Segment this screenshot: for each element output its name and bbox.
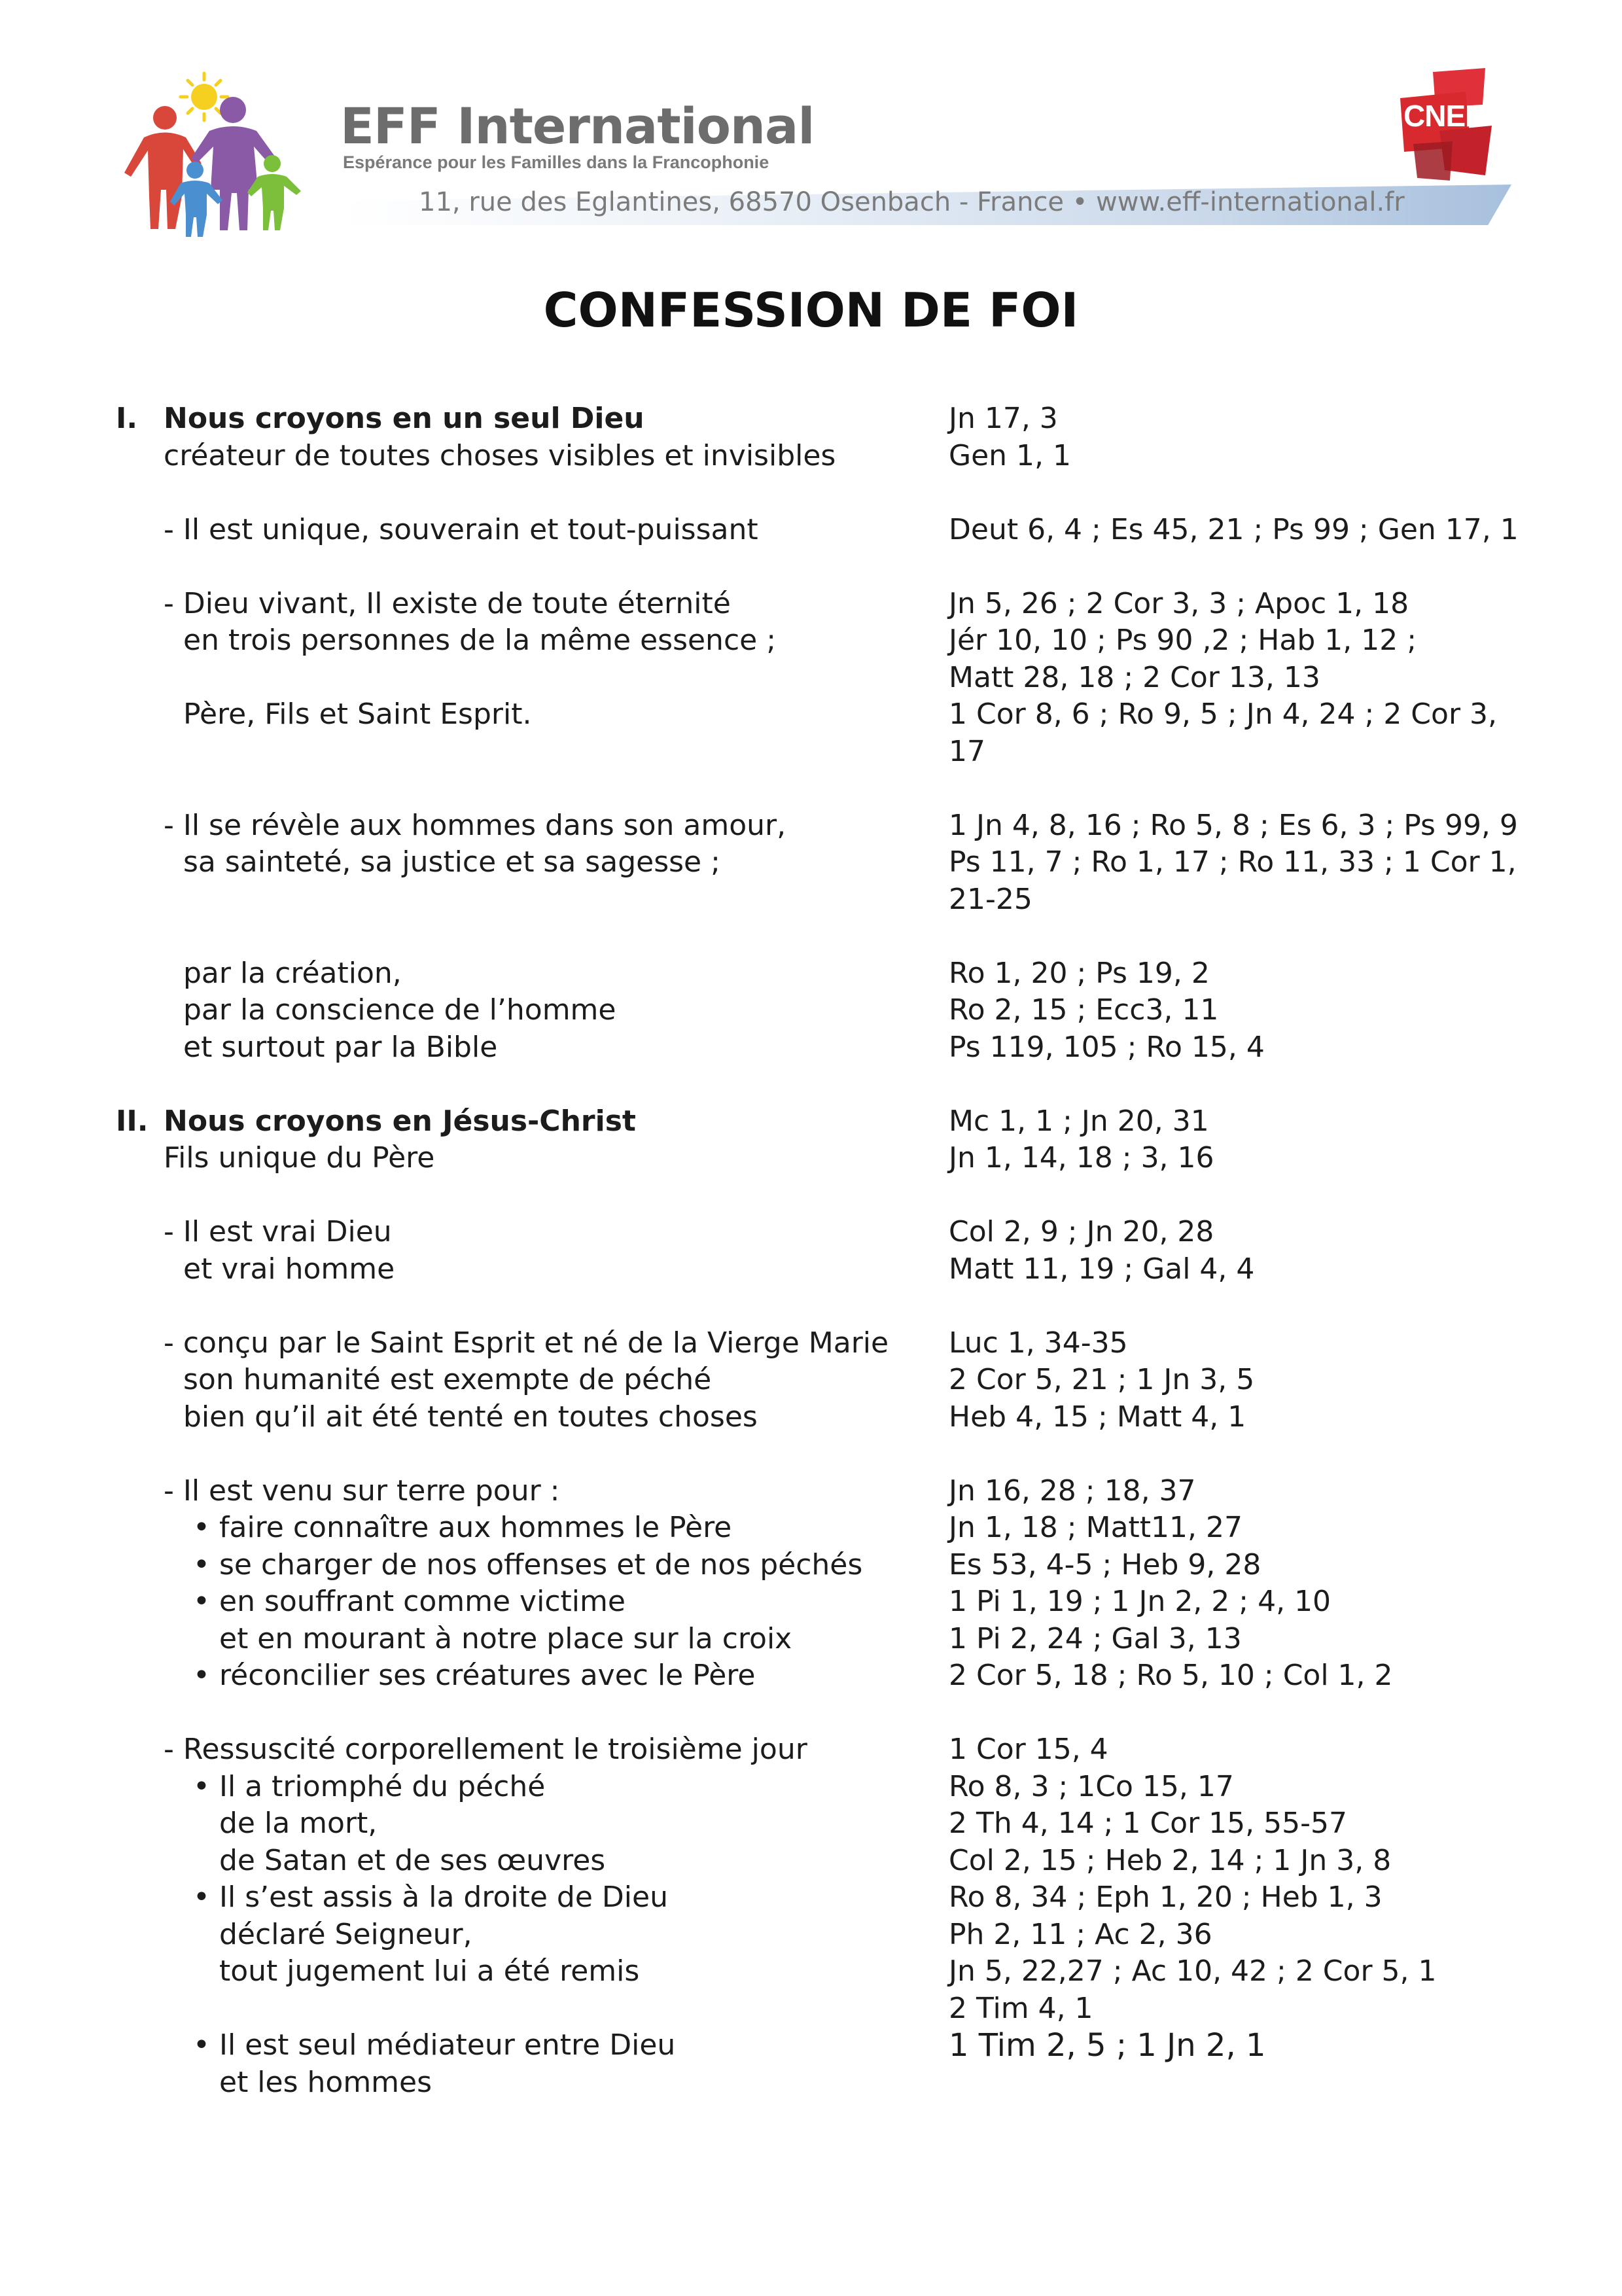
statement-text: bien qu’il ait été tenté en toutes choses <box>183 1400 758 1434</box>
section-1 <box>0 400 1622 1066</box>
confession-row <box>0 622 1622 660</box>
scripture-reference: 1 Cor 15, 4 <box>949 1733 1108 1766</box>
scripture-reference: Col 2, 9 ; Jn 20, 28 <box>949 1215 1214 1248</box>
spacer <box>0 474 1622 512</box>
confession-row <box>0 2064 1622 2102</box>
statement-text: et surtout par la Bible <box>183 1030 498 1064</box>
page-header <box>0 0 1622 262</box>
statement-text: et les hommes <box>219 2065 432 2099</box>
confession-row <box>0 1916 1622 1954</box>
scripture-reference: Heb 4, 15 ; Matt 4, 1 <box>949 1400 1246 1434</box>
confession-row <box>0 512 1622 549</box>
scripture-reference: 17 <box>949 734 985 768</box>
scripture-reference: Jn 5, 22,27 ; Ac 10, 42 ; 2 Cor 5, 1 <box>949 1954 1437 1988</box>
statement-text: de Satan et de ses œuvres <box>219 1843 606 1877</box>
confession-row <box>0 844 1622 881</box>
scripture-reference: Ps 119, 105 ; Ro 15, 4 <box>949 1030 1265 1064</box>
statement-text: - Il est venu sur terre pour : <box>164 1474 560 1508</box>
statement-text: faire connaître aux hommes le Père <box>219 1511 732 1544</box>
confession-row <box>0 400 1622 438</box>
bullet-icon: • <box>193 1769 210 1803</box>
scripture-reference: Ro 8, 3 ; 1Co 15, 17 <box>949 1769 1234 1803</box>
statement-text: et en mourant à notre place sur la croix <box>219 1621 792 1655</box>
confession-row <box>0 1325 1622 1362</box>
section-heading: Nous croyons en Jésus-Christ <box>164 1104 636 1138</box>
scripture-reference: Ph 2, 11 ; Ac 2, 36 <box>949 1917 1212 1951</box>
spacer <box>0 770 1622 807</box>
statement-text: sa sainteté, sa justice et sa sagesse ; <box>183 845 720 879</box>
bullet-icon: • <box>193 1547 210 1581</box>
statement-text: Il a triomphé du péché <box>219 1769 546 1803</box>
statement-text: de la mort, <box>219 1807 378 1840</box>
section-2 <box>0 1103 1622 2102</box>
scripture-reference: Ps 11, 7 ; Ro 1, 17 ; Ro 11, 33 ; 1 Cor 1, <box>949 845 1517 879</box>
confession-row <box>0 1990 1622 2028</box>
confession-row <box>0 733 1622 771</box>
statement-text: Père, Fils et Saint Esprit. <box>183 698 532 731</box>
confession-row <box>0 696 1622 733</box>
scripture-reference: 1 Pi 1, 19 ; 1 Jn 2, 2 ; 4, 10 <box>949 1585 1331 1618</box>
scripture-reference: Deut 6, 4 ; Es 45, 21 ; Ps 99 ; Gen 17, 1 <box>949 512 1519 546</box>
statement-text: par la création, <box>183 956 402 990</box>
org-name: EFF International <box>340 97 815 155</box>
scripture-reference: Mc 1, 1 ; Jn 20, 31 <box>949 1104 1209 1138</box>
confession-row <box>0 1583 1622 1621</box>
confession-row <box>0 1805 1622 1843</box>
statement-text: son humanité est exempte de péché <box>183 1363 712 1396</box>
spacer <box>0 1695 1622 1732</box>
scripture-reference: 2 Tim 4, 1 <box>949 1991 1093 2025</box>
scripture-reference: Matt 11, 19 ; Gal 4, 4 <box>949 1252 1255 1286</box>
spacer <box>0 1436 1622 1473</box>
confession-row <box>0 1473 1622 1510</box>
scripture-reference: Ro 1, 20 ; Ps 19, 2 <box>949 956 1210 990</box>
confession-row <box>0 992 1622 1029</box>
confession-row <box>0 1399 1622 1436</box>
scripture-reference: Jn 17, 3 <box>949 402 1058 435</box>
confession-row <box>0 1843 1622 1880</box>
scripture-reference: Jn 1, 14, 18 ; 3, 16 <box>949 1141 1214 1174</box>
family-logo-icon <box>118 65 314 242</box>
bullet-icon: • <box>193 1659 210 1692</box>
scripture-reference: Col 2, 15 ; Heb 2, 14 ; 1 Jn 3, 8 <box>949 1843 1392 1877</box>
statement-text: créateur de toutes choses visibles et invisibles <box>164 438 836 472</box>
scripture-reference: Jn 5, 26 ; 2 Cor 3, 3 ; Apoc 1, 18 <box>949 586 1409 620</box>
scripture-reference: 2 Cor 5, 21 ; 1 Jn 3, 5 <box>949 1363 1255 1396</box>
scripture-reference: 1 Pi 2, 24 ; Gal 3, 13 <box>949 1621 1242 1655</box>
statement-text: en souffrant comme victime <box>219 1585 626 1618</box>
statement-text: déclaré Seigneur, <box>219 1917 472 1951</box>
org-tagline: Espérance pour les Familles dans la Francophonie <box>343 152 769 172</box>
confession-row <box>0 1140 1622 1177</box>
scripture-reference: 2 Cor 5, 18 ; Ro 5, 10 ; Col 1, 2 <box>949 1659 1393 1692</box>
cnef-logo-text: CNEF <box>1403 99 1483 133</box>
confession-row <box>0 1657 1622 1695</box>
spacer <box>0 1177 1622 1214</box>
bullet-icon: • <box>193 1585 210 1618</box>
spacer <box>0 548 1622 586</box>
statement-text: - Il est vrai Dieu <box>164 1215 392 1248</box>
scripture-reference: 1 Tim 2, 5 ; 1 Jn 2, 1 <box>949 2027 1266 2064</box>
scripture-reference: Ro 2, 15 ; Ecc3, 11 <box>949 993 1219 1027</box>
confession-row <box>0 1214 1622 1251</box>
scripture-reference: 21-25 <box>949 882 1032 916</box>
confession-row <box>0 955 1622 993</box>
statement-text: - Il se révèle aux hommes dans son amour, <box>164 808 786 842</box>
scripture-reference: Jn 16, 28 ; 18, 37 <box>949 1474 1196 1508</box>
scripture-reference: Gen 1, 1 <box>949 438 1071 472</box>
spacer <box>0 1288 1622 1325</box>
scripture-reference: Jn 1, 18 ; Matt11, 27 <box>949 1511 1243 1544</box>
confession-row <box>0 1621 1622 1658</box>
statement-text: en trois personnes de la même essence ; <box>183 624 777 657</box>
confession-row <box>0 1362 1622 1399</box>
section-number: I. <box>116 402 138 435</box>
statement-text: et vrai homme <box>183 1252 395 1286</box>
confession-row <box>0 807 1622 845</box>
section-heading: Nous croyons en un seul Dieu <box>164 402 644 435</box>
confession-row <box>0 1510 1622 1547</box>
section-spacer <box>0 1066 1622 1103</box>
bullet-icon: • <box>193 1511 210 1544</box>
spacer <box>0 918 1622 955</box>
statement-text: - Dieu vivant, Il existe de toute éternité <box>164 586 731 620</box>
scripture-reference: 1 Cor 8, 6 ; Ro 9, 5 ; Jn 4, 24 ; 2 Cor 3, <box>949 698 1497 731</box>
bullet-icon: • <box>193 2028 210 2062</box>
confession-row <box>0 1251 1622 1288</box>
confession-row <box>0 2027 1622 2064</box>
confession-row <box>0 438 1622 475</box>
confession-row <box>0 1547 1622 1584</box>
org-address: 11, rue des Eglantines, 68570 Osenbach - France • www.eff-international.fr <box>419 187 1405 217</box>
confession-row <box>0 1879 1622 1916</box>
section-number: II. <box>116 1104 149 1138</box>
scripture-reference: Ro 8, 34 ; Eph 1, 20 ; Heb 1, 3 <box>949 1881 1383 1914</box>
scripture-reference: Matt 28, 18 ; 2 Cor 13, 13 <box>949 660 1320 694</box>
scripture-reference: Es 53, 4-5 ; Heb 9, 28 <box>949 1547 1261 1581</box>
statement-text: - Il est unique, souverain et tout-puissant <box>164 512 758 546</box>
statement-text: Fils unique du Père <box>164 1141 435 1174</box>
confession-row <box>0 1731 1622 1769</box>
statement-text: par la conscience de l’homme <box>183 993 616 1027</box>
confession-row <box>0 1953 1622 1990</box>
confession-row <box>0 1103 1622 1140</box>
confession-row <box>0 1769 1622 1806</box>
confession-row <box>0 1029 1622 1067</box>
statement-text: Il s’est assis à la droite de Dieu <box>219 1881 668 1914</box>
confession-row <box>0 586 1622 623</box>
statement-text: - conçu par le Saint Esprit et né de la Vierge Marie <box>164 1326 889 1360</box>
statement-text: tout jugement lui a été remis <box>219 1954 640 1988</box>
scripture-reference: Jér 10, 10 ; Ps 90 ,2 ; Hab 1, 12 ; <box>949 624 1417 657</box>
scripture-reference: Luc 1, 34-35 <box>949 1326 1128 1360</box>
bullet-icon: • <box>193 1881 210 1914</box>
confession-row <box>0 881 1622 919</box>
page-title: CONFESSION DE FOI <box>543 283 1079 338</box>
statement-text: Il est seul médiateur entre Dieu <box>219 2028 676 2062</box>
statement-text: réconcilier ses créatures avec le Père <box>219 1659 756 1692</box>
confession-content <box>0 400 1622 2101</box>
statement-text: se charger de nos offenses et de nos péchés <box>219 1547 863 1581</box>
scripture-reference: 1 Jn 4, 8, 16 ; Ro 5, 8 ; Es 6, 3 ; Ps 99, 9 <box>949 808 1518 842</box>
confession-row <box>0 660 1622 697</box>
statement-text: - Ressuscité corporellement le troisième jour <box>164 1733 807 1766</box>
scripture-reference: 2 Th 4, 14 ; 1 Cor 15, 55-57 <box>949 1807 1347 1840</box>
